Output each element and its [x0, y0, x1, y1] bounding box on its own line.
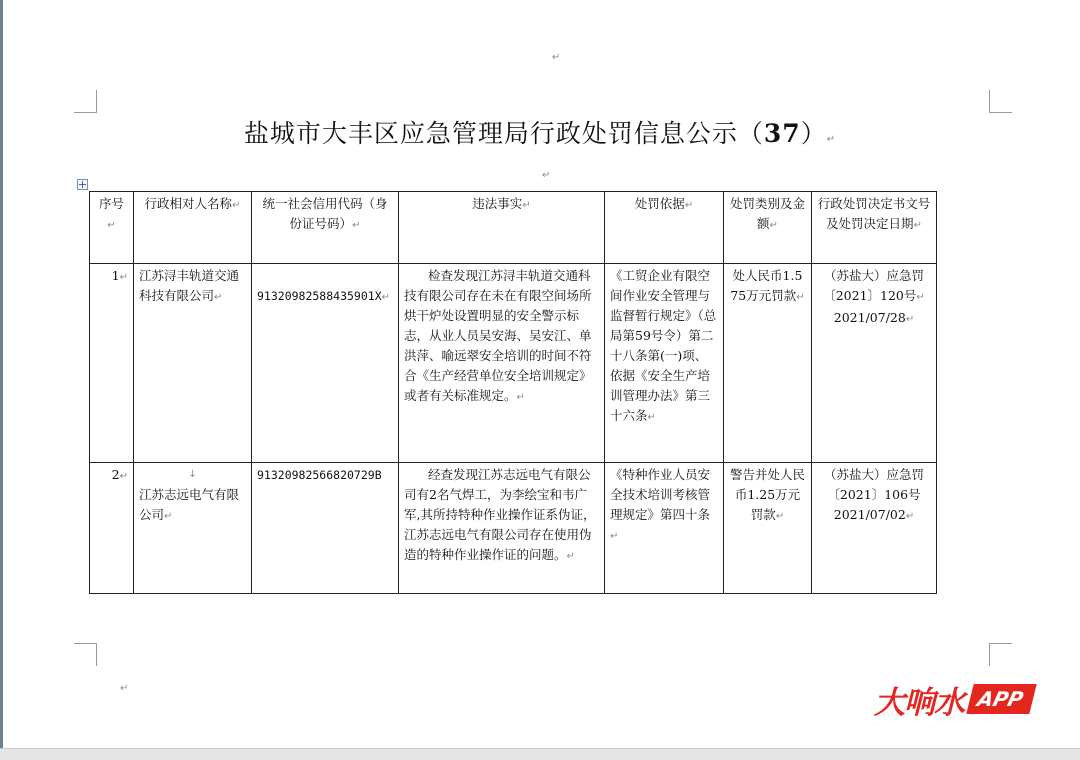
brand-name: 大响水: [874, 684, 964, 721]
table-row: [90, 264, 937, 463]
cell-basis: 《工贸企业有限空间作业安全管理与监督暂行规定》（总局第59号令）第二十八条第(一)项、依据《安全生产培训管理办法》第三十六条↵: [605, 264, 724, 463]
header-penalty: 处罚类别及金额↵: [724, 192, 812, 264]
cell-code: 91320982588435901X↵: [252, 264, 399, 463]
cell-seq: 1↵: [90, 264, 134, 463]
brand-watermark: [874, 680, 1033, 721]
cell-seq: 2↵: [90, 463, 134, 594]
paragraph-mark: ↵: [826, 134, 837, 145]
cell-penalty: 警告并处人民币1.25万元罚款↵: [724, 463, 812, 594]
header-basis: 处罚依据↵: [605, 192, 724, 264]
cell-facts: 检查发现江苏浔丰轨道交通科技有限公司存在未在有限空间场所烘干炉处设置明显的安全警示标志，从业人员吴安海、吴安江、单洪萍、喻远翠安全培训的时间不符合《生产经营单位安全培训规定》或者有关标准规定。↵: [399, 264, 605, 463]
penalty-table: [89, 191, 937, 594]
title-close: ）: [800, 119, 827, 148]
cell-facts: 经查发现江苏志远电气有限公司有2名气焊工，为李绘宝和韦广军,其所持特种作业操作证系伪证，江苏志远电气有限公司存在使用伪造的特种作业操作证的问题。↵: [399, 463, 605, 594]
cell-name: 江苏浔丰轨道交通科技有限公司↵: [134, 264, 252, 463]
paragraph-mark: ↵: [120, 683, 129, 694]
header-name: 行政相对人名称↵: [134, 192, 252, 264]
window-bottom-edge: [0, 748, 1080, 760]
crop-mark-bottom-left: [74, 643, 97, 666]
crop-mark-top-right: [989, 90, 1012, 113]
title-number: 37: [763, 119, 801, 148]
paragraph-mark: ↵: [552, 52, 561, 63]
crop-mark-bottom-right: [989, 643, 1012, 666]
cell-code: 91320982566820729B: [252, 463, 399, 594]
brand-app-badge: APP: [966, 684, 1036, 714]
header-decision: 行政处罚决定书文号及处罚决定日期↵: [812, 192, 937, 264]
paragraph-mark: ↵: [542, 170, 551, 181]
header-facts: 违法事实↵: [399, 192, 605, 264]
cell-penalty: 处人民币1.575万元罚款↵: [724, 264, 812, 463]
cell-basis: 《特种作业人员安全技术培训考核管理规定》第四十条↵: [605, 463, 724, 594]
cell-name: ↓ 江苏志远电气有限公司↵: [134, 463, 252, 594]
title-text: 盐城市大丰区应急管理局行政处罚信息公示（: [243, 119, 764, 148]
cell-decision: （苏盐大）应急罚〔2021〕106号 2021/07/02↵: [812, 463, 937, 594]
header-seq: 序号↵: [90, 192, 134, 264]
crop-mark-top-left: [74, 90, 97, 113]
header-code: 统一社会信用代码（身份证号码）↵: [252, 192, 399, 264]
table-header-row: [90, 192, 937, 264]
table-row: [90, 463, 937, 594]
table-move-handle-icon[interactable]: [77, 179, 88, 190]
cell-decision: （苏盐大）应急罚〔2021〕120号↵ 2021/07/28↵: [812, 264, 937, 463]
page-title: [0, 114, 1080, 150]
